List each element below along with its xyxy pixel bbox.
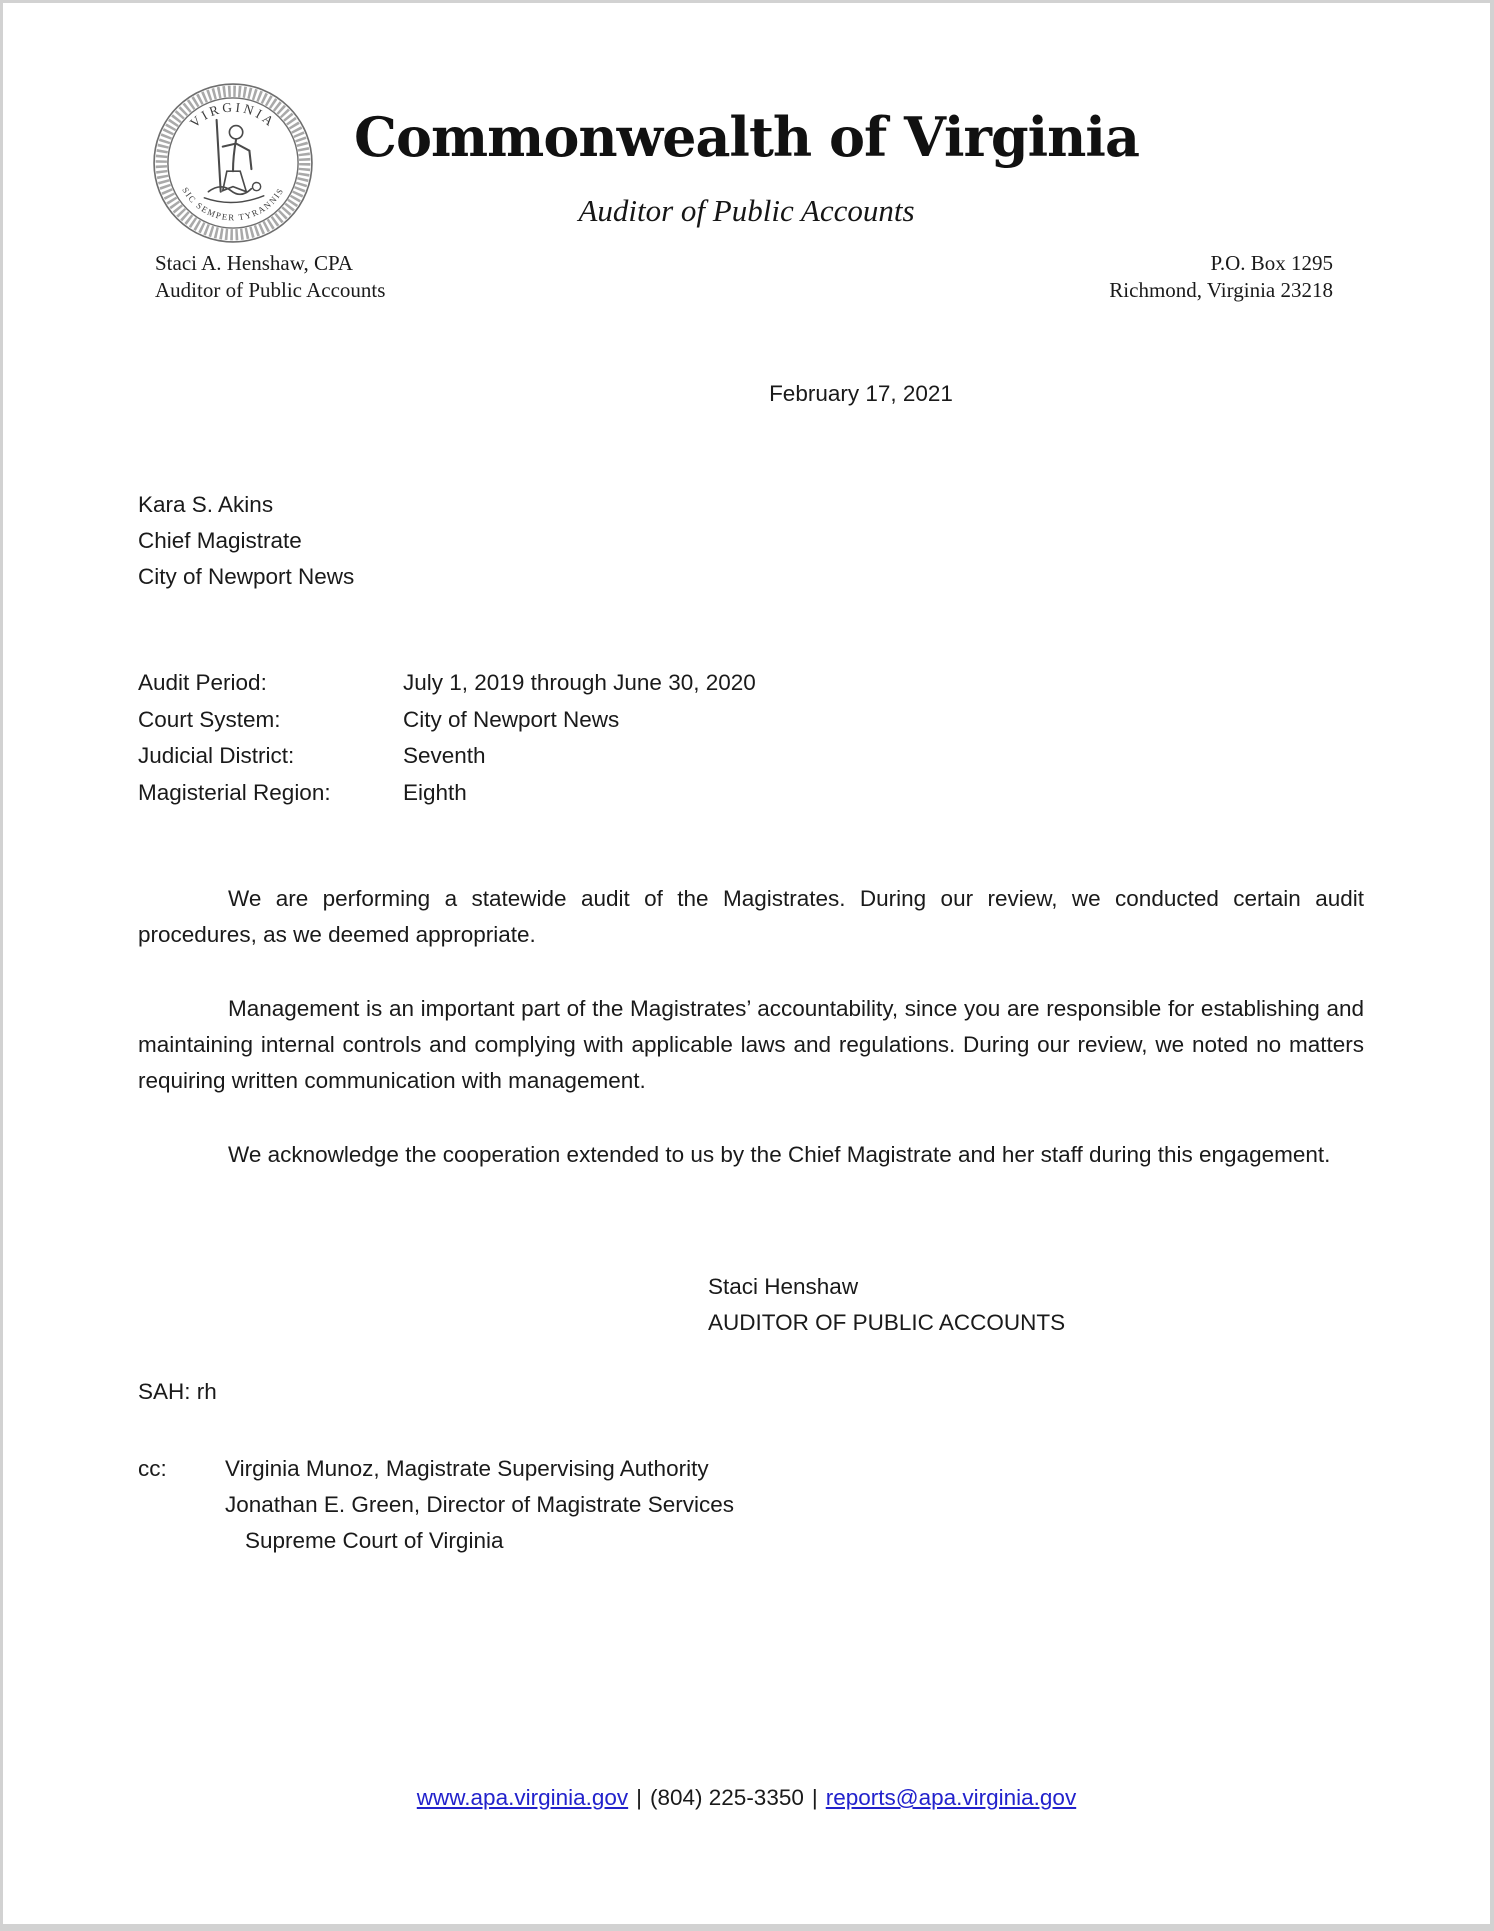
address-po-box: P.O. Box 1295: [1210, 251, 1333, 275]
letter-footer: [3, 1785, 1490, 1811]
audit-info-row: [138, 665, 756, 702]
phone-number: (804) 225-3350: [650, 1785, 804, 1810]
signature-title: AUDITOR OF PUBLIC ACCOUNTS: [708, 1310, 1066, 1335]
office-address-block: [1109, 250, 1333, 304]
cc-label: cc:: [138, 1456, 167, 1481]
body-paragraph-1: We are performing a statewide audit of the Magistrates. During our review, we conducted certain audit procedures, as we deemed appropriate.: [138, 886, 1364, 947]
reference-initials: SAH: rh: [138, 1379, 217, 1404]
recipient-name: Kara S. Akins: [138, 492, 274, 517]
letterhead-title: Commonwealth of Virginia: [354, 105, 1139, 169]
recipient-block: [138, 487, 354, 595]
official-name: Staci A. Henshaw, CPA: [155, 251, 353, 275]
cc-entry: Supreme Court of Virginia: [245, 1528, 504, 1553]
letter-body: [138, 881, 1364, 1211]
body-paragraph-2: Management is an important part of the Magistrates’ accountability, since you are responsible for establishing and maintaining internal controls and complying with applicable laws and regulations. During our review, we noted no matters requiring written communication with management.: [138, 996, 1364, 1093]
judicial-district-value: Seventh: [403, 743, 486, 768]
official-title: Auditor of Public Accounts: [155, 278, 386, 302]
letter-date: February 17, 2021: [769, 381, 953, 406]
audit-info-block: [138, 665, 756, 811]
recipient-locality: City of Newport News: [138, 564, 355, 589]
cc-entries: [225, 1451, 734, 1559]
court-system-value: City of Newport News: [403, 706, 620, 732]
seal-top-text: VIRGINIA: [186, 99, 280, 131]
cc-entry: Jonathan E. Green, Director of Magistrate Services: [225, 1492, 734, 1517]
audit-period-value: July 1, 2019 through June 30, 2020: [403, 670, 756, 695]
signature-block: [708, 1269, 1065, 1341]
footer-separator: |: [811, 1785, 818, 1810]
official-block: [155, 250, 385, 304]
letterhead-subtitle: Auditor of Public Accounts: [578, 193, 915, 228]
audit-info-row: [138, 775, 756, 812]
magisterial-region-value: Eighth: [403, 779, 467, 805]
audit-period-label: Audit Period:: [138, 670, 267, 695]
seal-bottom-text: SIC SEMPER TYRANNIS: [180, 185, 286, 223]
body-paragraph-3: We acknowledge the cooperation extended to us by the Chief Magistrate and her staff during this engagement.: [228, 1142, 1331, 1167]
recipient-title: Chief Magistrate: [138, 528, 302, 553]
email-link[interactable]: reports@apa.virginia.gov: [825, 1785, 1077, 1810]
cc-block: [138, 1451, 734, 1559]
audit-info-row: [138, 738, 756, 775]
website-link[interactable]: www.apa.virginia.gov: [416, 1785, 629, 1810]
footer-separator: |: [636, 1785, 642, 1810]
signature-name: Staci Henshaw: [708, 1274, 859, 1299]
address-city-state: Richmond, Virginia 23218: [1109, 278, 1333, 302]
judicial-district-label: Judicial District:: [138, 743, 295, 768]
audit-info-row: [138, 702, 756, 739]
magisterial-region-label: Magisterial Region:: [138, 779, 331, 805]
cc-entry: Virginia Munoz, Magistrate Supervising Authority: [225, 1456, 709, 1481]
court-system-label: Court System:: [138, 706, 281, 732]
